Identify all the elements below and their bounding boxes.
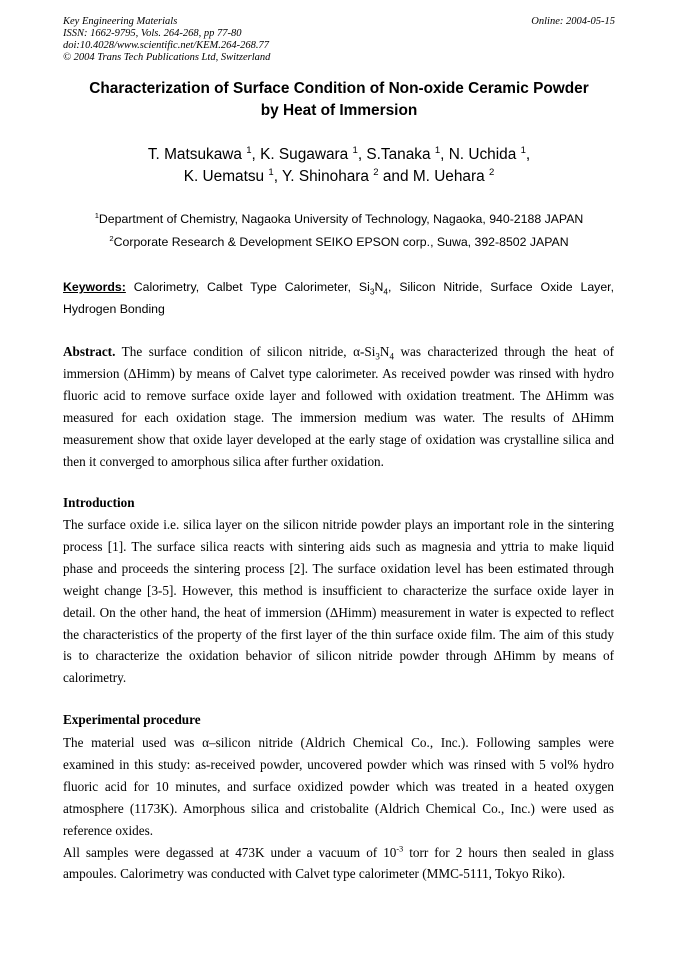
abstract-text: The surface condition of silicon nitride, α-Si xyxy=(115,344,376,359)
author-name: , N. Uchida xyxy=(440,146,517,163)
paragraph: The surface oxide i.e. silica layer on the silicon nitride powder plays an important role in the sintering process [1]. The surface silica reacts with sintering aids such as magnesia and yttria to make liquid phase and proceeds the sintering process [2]. The surface oxidation level has been estimated through weight change [3-5]. However, this method is insufficient to characterize the surface oxide layer in detail. On the other hand, the heat of immersion (ΔHimm) measurement in water is expected to reflect the characteristics of the property of the first layer of the thin surface oxide film. The aim of this study is to characterize the oxidation behavior of silicon nitride powder through ΔHimm by means of calorimetry. xyxy=(63,517,614,686)
author-line-2 xyxy=(40,166,638,188)
abstract-label: Abstract. xyxy=(63,344,116,359)
abstract-text: N xyxy=(379,344,390,359)
journal-copyright: © 2004 Trans Tech Publications Ltd, Switzerland xyxy=(63,52,271,63)
subscript: 3 xyxy=(369,286,375,297)
paragraph-text: torr for 2 hours then sealed in glass ampoules. Calorimetry was conducted with Calvet type calorimeter (MMC-5111, Tokyo Riko). xyxy=(63,844,614,882)
author-affil-marker: 1 xyxy=(520,144,526,156)
section-heading-introduction: Introduction xyxy=(63,495,135,510)
title-line-2: by Heat of Immersion xyxy=(260,102,418,119)
author-name: , Y. Shinohara xyxy=(273,168,369,185)
paper-title xyxy=(40,78,638,122)
author-name: K. Uematsu xyxy=(183,168,265,185)
affiliation-text: Department of Chemistry, Nagaoka University of Technology, Nagaoka, 940-2188 JAPAN xyxy=(98,212,584,226)
author-name: and M. Uehara xyxy=(378,168,485,185)
paragraph: The material used was α–silicon nitride (Aldrich Chemical Co., Inc.). Following samples were examined in this study: as-received powder, uncovered powder which was rinsed with 5 vol% hydro fluoric acid for 10 minutes, and surface oxidized powder which was treated in a heated oxygen atmosphere (1173K). Amorphous silica and cristobalite (Aldrich Chemical Co., Inc.) were used as reference oxides. xyxy=(63,735,614,838)
superscript: -3 xyxy=(396,844,404,854)
affiliation-marker: 2 xyxy=(109,233,114,243)
journal-header xyxy=(63,16,615,64)
subscript: 3 xyxy=(375,351,380,362)
introduction-body xyxy=(63,514,614,689)
paragraph xyxy=(63,842,614,886)
keywords-text: , Silicon Nitride, Surface Oxide Layer, Hydrogen Bonding xyxy=(63,280,614,316)
title-line-1: Characterization of Surface Condition of Non-oxide Ceramic Powder xyxy=(89,80,589,97)
author-name: T. Matsukawa xyxy=(147,146,242,163)
affiliation-marker: 1 xyxy=(94,210,99,220)
author-affil-marker: 1 xyxy=(268,166,274,178)
affiliation-text: Corporate Research & Development SEIKO EPSON corp., Suwa, 392-8502 JAPAN xyxy=(113,235,569,249)
section-heading-experimental: Experimental procedure xyxy=(63,712,201,727)
author-name: , K. Sugawara xyxy=(251,146,349,163)
subscript: 4 xyxy=(389,351,394,362)
keywords-label: Keywords: xyxy=(63,280,126,294)
keywords xyxy=(63,276,614,320)
subscript: 4 xyxy=(383,286,389,297)
paragraph-text: All samples were degassed at 473K under a vacuum of 10 xyxy=(63,844,397,860)
journal-name: Key Engineering Materials xyxy=(63,16,178,27)
experimental-body xyxy=(63,732,614,885)
author-line-1 xyxy=(40,144,638,166)
online-date: Online: 2004-05-15 xyxy=(531,16,615,27)
author-separator: , xyxy=(525,146,531,163)
author-affil-marker: 1 xyxy=(434,144,441,156)
keywords-text: Calorimetry, Calbet Type Calorimeter, Si xyxy=(125,280,370,294)
author-affil-marker: 2 xyxy=(373,166,379,178)
keywords-text: N xyxy=(374,280,384,294)
author-list xyxy=(40,144,638,188)
author-affil-marker: 2 xyxy=(488,166,495,178)
author-affil-marker: 1 xyxy=(246,144,252,156)
abstract-text: was characterized through the heat of immersion (ΔHimm) by means of Calvet type calorimeter. As received powder was rinsed with hydro fluoric acid to remove surface oxide layer and followed with oxidation treatment. The ΔHimm was measured for each oxidation stage. The immersion medium was water. The results of ΔHimm measurement show that oxide layer developed at the early stage of oxidation was crystalline silica and then it converged to amorphous silica after further oxidation. xyxy=(63,344,614,469)
author-affil-marker: 1 xyxy=(352,144,358,156)
journal-issn: ISSN: 1662-9795, Vols. 264-268, pp 77-80 xyxy=(63,28,242,39)
abstract xyxy=(63,341,614,472)
affiliation-2 xyxy=(40,234,638,250)
author-name: , S.Tanaka xyxy=(357,146,431,163)
affiliation-1 xyxy=(40,211,638,227)
journal-doi: doi:10.4028/www.scientific.net/KEM.264-268.77 xyxy=(63,40,269,51)
